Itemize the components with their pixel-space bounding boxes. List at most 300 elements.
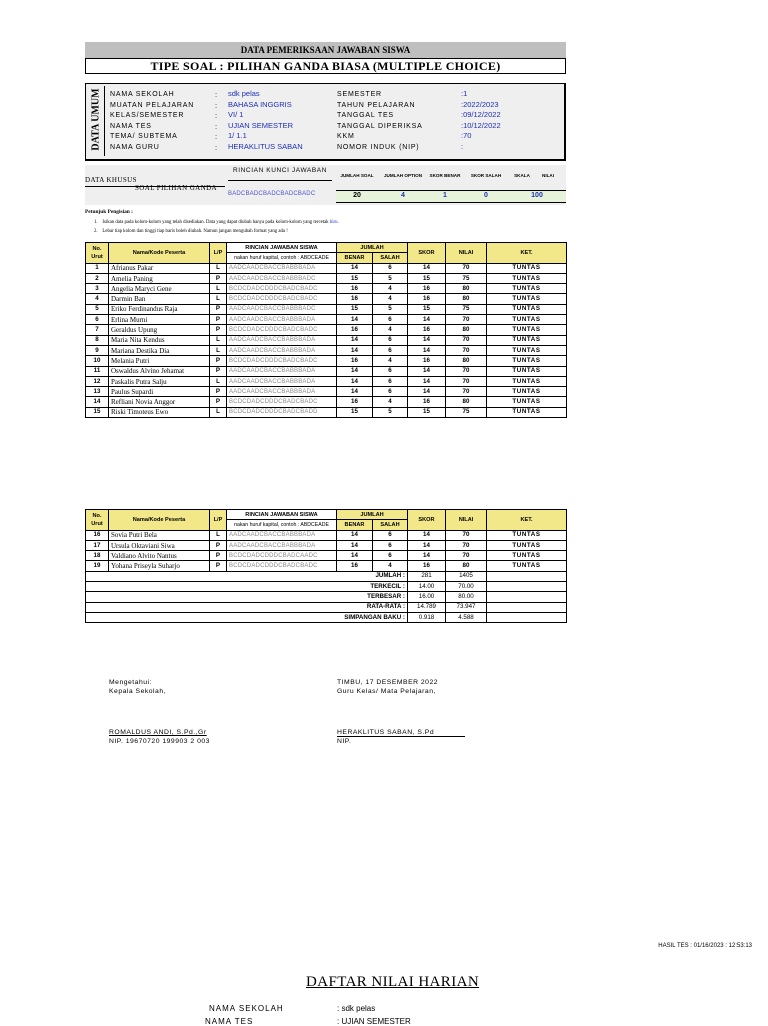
row-nilai: 80 bbox=[446, 325, 487, 335]
kunci-header-rule bbox=[228, 180, 332, 181]
stats-empty bbox=[487, 571, 567, 581]
row-salah: 6 bbox=[373, 551, 408, 561]
row-skor: 14 bbox=[408, 335, 446, 345]
stats-row bbox=[86, 582, 567, 592]
row-nilai: 70 bbox=[446, 263, 487, 273]
row-skor: 16 bbox=[408, 294, 446, 304]
row-no: 17 bbox=[86, 540, 109, 550]
row-nama[interactable]: Valdiano Alvito Nantus bbox=[109, 551, 210, 561]
col-benar: BENAR bbox=[337, 253, 373, 263]
row-benar: 14 bbox=[337, 315, 373, 325]
value-tanggal-diperiksa[interactable]: :10/12/2022 bbox=[461, 120, 501, 130]
table-row bbox=[86, 376, 567, 386]
footer-label-nama-sekolah: NAMA SEKOLAH bbox=[209, 1004, 284, 1013]
row-benar: 16 bbox=[337, 356, 373, 366]
stats-row bbox=[86, 612, 567, 622]
row-ket: TUNTAS bbox=[487, 263, 567, 273]
row-ket: TUNTAS bbox=[487, 376, 567, 386]
row-nama[interactable]: Yohana Priseyla Suharjo bbox=[109, 561, 210, 571]
sig-right-underline bbox=[337, 736, 465, 737]
row-nama[interactable]: Oswaldus Alvino Jehamat bbox=[109, 366, 210, 376]
petunjuk-item-2: 2. Lebar tiap kolom dan tinggi tiap baris boleh diubah. Namun jangan mengubah format yang ada ! bbox=[94, 229, 288, 234]
row-lp[interactable]: P bbox=[210, 325, 227, 335]
row-nama[interactable]: Geraldus Upung bbox=[109, 325, 210, 335]
row-lp[interactable]: P bbox=[210, 356, 227, 366]
row-skor: 15 bbox=[408, 304, 446, 314]
row-nama[interactable]: Melania Putri bbox=[109, 356, 210, 366]
label-nama-guru: NAMA GURU bbox=[110, 143, 160, 151]
row-nilai: 70 bbox=[446, 315, 487, 325]
row-nama[interactable]: Refliani Novia Anggor bbox=[109, 397, 210, 407]
row-skor: 14 bbox=[408, 387, 446, 397]
label-kelas-semester: KELAS/SEMESTER bbox=[110, 112, 185, 119]
row-salah: 5 bbox=[373, 407, 408, 417]
col-no-urut: No. Urut bbox=[86, 510, 109, 531]
stats-skor: 281 bbox=[408, 571, 446, 581]
row-nama[interactable]: Erlina Murni bbox=[109, 315, 210, 325]
row-ket: TUNTAS bbox=[487, 540, 567, 550]
row-jawaban[interactable]: BCDCDADCDDDCBADCBADC bbox=[227, 325, 337, 335]
row-salah: 6 bbox=[373, 540, 408, 550]
row-skor: 14 bbox=[408, 551, 446, 561]
row-jawaban[interactable]: BCDCDADCDDDCBADCAADC bbox=[227, 551, 337, 561]
stats-label: TERKECIL : bbox=[86, 582, 408, 592]
umum-left-values bbox=[228, 89, 333, 152]
row-no: 5 bbox=[86, 304, 109, 314]
row-lp[interactable]: L bbox=[210, 335, 227, 345]
col-ket: KET. bbox=[487, 243, 567, 264]
student-rows-1 bbox=[86, 263, 567, 417]
table-row bbox=[86, 397, 567, 407]
row-benar: 16 bbox=[337, 325, 373, 335]
row-jawaban[interactable]: BCDCDADCDDDCBADCBADC bbox=[227, 294, 337, 304]
col-nilai: NILAI bbox=[542, 173, 554, 178]
row-no: 15 bbox=[86, 407, 109, 417]
value-skor-benar[interactable]: 1 bbox=[443, 192, 447, 199]
row-lp[interactable]: L bbox=[210, 530, 227, 540]
row-nilai: 70 bbox=[446, 366, 487, 376]
row-jawaban[interactable]: AADCAADCBACCBABBBADA bbox=[227, 366, 337, 376]
row-skor: 14 bbox=[408, 366, 446, 376]
row-benar: 14 bbox=[337, 540, 373, 550]
row-nama[interactable]: Eriko Ferdinandus Raja bbox=[109, 304, 210, 314]
row-skor: 15 bbox=[408, 407, 446, 417]
row-lp[interactable]: L bbox=[210, 294, 227, 304]
stats-label: RATA-RATA : bbox=[86, 602, 408, 612]
row-salah: 6 bbox=[373, 315, 408, 325]
sig-left-line2: Kepala Sekolah, bbox=[109, 688, 167, 695]
row-jawaban[interactable]: BCDCDADCDDDCBADCBADD bbox=[227, 407, 337, 417]
row-no: 11 bbox=[86, 366, 109, 376]
row-no: 1 bbox=[86, 263, 109, 273]
row-ket: TUNTAS bbox=[487, 561, 567, 571]
label-muatan-pelajaran: MUATAN PELAJARAN bbox=[110, 101, 195, 109]
row-jawaban[interactable]: AADCAADCBACCBABBBADA bbox=[227, 315, 337, 325]
row-skor: 16 bbox=[408, 561, 446, 571]
label-nama-tes: NAMA TES bbox=[110, 122, 152, 130]
col-rincian: RINCIAN JAWABAN SISWA bbox=[227, 243, 337, 253]
row-nama[interactable]: Sovia Putri Bela bbox=[109, 530, 210, 540]
row-nama[interactable]: Paulus Supardi bbox=[109, 387, 210, 397]
row-ket: TUNTAS bbox=[487, 294, 567, 304]
row-salah: 4 bbox=[373, 294, 408, 304]
label-nama-sekolah: NAMA SEKOLAH bbox=[110, 91, 175, 98]
row-salah: 4 bbox=[373, 561, 408, 571]
row-lp[interactable]: P bbox=[210, 387, 227, 397]
table-row bbox=[86, 315, 567, 325]
row-benar: 16 bbox=[337, 284, 373, 294]
table-row bbox=[86, 561, 567, 571]
row-nilai: 80 bbox=[446, 284, 487, 294]
row-jawaban[interactable]: AADCAADCBACCBABBBADA bbox=[227, 345, 337, 355]
value-tanggal-tes[interactable]: :09/12/2022 bbox=[461, 110, 501, 119]
row-lp[interactable]: P bbox=[210, 540, 227, 550]
sig-right-nip: NIP. bbox=[337, 738, 352, 745]
row-jawaban[interactable]: AADCAADCBACCBABBBADA bbox=[227, 530, 337, 540]
row-jawaban[interactable]: AADCAADCBACCBABBBADA bbox=[227, 263, 337, 273]
row-benar: 14 bbox=[337, 366, 373, 376]
row-skor: 14 bbox=[408, 540, 446, 550]
row-nama[interactable]: Paskalis Putra Salju bbox=[109, 376, 210, 386]
stats-empty bbox=[487, 592, 567, 602]
table-row bbox=[86, 325, 567, 335]
row-nilai: 70 bbox=[446, 376, 487, 386]
row-jawaban[interactable]: AADCAADCBACCBABBBADC bbox=[227, 304, 337, 314]
row-salah: 6 bbox=[373, 263, 408, 273]
row-lp[interactable]: P bbox=[210, 315, 227, 325]
daftar-nilai-title: DAFTAR NILAI HARIAN bbox=[306, 974, 480, 990]
row-jawaban[interactable]: BCDCDADCDDDCBADCBADC bbox=[227, 284, 337, 294]
value-kkm[interactable]: :70 bbox=[461, 131, 472, 140]
row-nama[interactable]: Maria Nita Kendus bbox=[109, 335, 210, 345]
row-no: 4 bbox=[86, 294, 109, 304]
row-ket: TUNTAS bbox=[487, 304, 567, 314]
col-skor: SKOR bbox=[408, 510, 446, 531]
stats-rows bbox=[86, 571, 567, 622]
row-nilai: 70 bbox=[446, 530, 487, 540]
row-nilai: 70 bbox=[446, 335, 487, 345]
row-lp[interactable]: L bbox=[210, 407, 227, 417]
value-jumlah-option[interactable]: 4 bbox=[401, 192, 405, 199]
row-skor: 14 bbox=[408, 345, 446, 355]
khusus-underline bbox=[85, 186, 225, 187]
row-benar: 16 bbox=[337, 561, 373, 571]
table-row bbox=[86, 407, 567, 417]
stats-label: JUMLAH : bbox=[86, 571, 408, 581]
row-nama[interactable]: Darmin Ban bbox=[109, 294, 210, 304]
row-lp[interactable]: L bbox=[210, 284, 227, 294]
row-salah: 4 bbox=[373, 325, 408, 335]
row-salah: 6 bbox=[373, 345, 408, 355]
row-nama[interactable]: Riski Timoteus Ewo bbox=[109, 407, 210, 417]
row-ket: TUNTAS bbox=[487, 397, 567, 407]
row-lp[interactable]: P bbox=[210, 561, 227, 571]
value-semester[interactable]: :1 bbox=[461, 89, 468, 98]
sig-right-line1: TIMBU, 17 DESEMBER 2022 bbox=[337, 679, 439, 686]
hasil-tes-timestamp: HASIL TES : 01/16/2023 : 12:53:13 bbox=[658, 943, 752, 949]
col-salah: SALAH bbox=[373, 253, 408, 263]
row-salah: 5 bbox=[373, 304, 408, 314]
col-salah: SALAH bbox=[373, 520, 408, 530]
soal-pilihan-ganda-label: SOAL PILIHAN GANDA bbox=[135, 184, 217, 192]
row-salah: 4 bbox=[373, 397, 408, 407]
row-ket: TUNTAS bbox=[487, 366, 567, 376]
row-no: 18 bbox=[86, 551, 109, 561]
stats-nilai: 1405 bbox=[446, 571, 487, 581]
row-nilai: 70 bbox=[446, 387, 487, 397]
stats-skor: 14.00 bbox=[408, 582, 446, 592]
row-benar: 14 bbox=[337, 345, 373, 355]
soal-type-title: TIPE SOAL : PILIHAN GANDA BIASA (MULTIPLE CHOICE) bbox=[85, 58, 566, 74]
stats-row bbox=[86, 571, 567, 581]
stats-nilai: 80.00 bbox=[446, 592, 487, 602]
report-header: DATA PEMERIKSAAN JAWABAN SISWA bbox=[85, 42, 566, 58]
row-nilai: 75 bbox=[446, 273, 487, 283]
stats-label: SIMPANGAN BAKU : bbox=[86, 612, 408, 622]
row-nilai: 80 bbox=[446, 356, 487, 366]
label-kkm: KKM bbox=[337, 133, 355, 140]
row-nama[interactable]: Amelia Paning bbox=[109, 273, 210, 283]
row-nilai: 80 bbox=[446, 397, 487, 407]
stats-row bbox=[86, 592, 567, 602]
col-jumlah-option: JUMLAH OPTION bbox=[383, 173, 423, 178]
row-benar: 14 bbox=[337, 530, 373, 540]
row-no: 7 bbox=[86, 325, 109, 335]
sig-right-line2: Guru Kelas/ Mata Pelajaran, bbox=[337, 688, 436, 695]
stats-skor: 16.00 bbox=[408, 592, 446, 602]
row-no: 13 bbox=[86, 387, 109, 397]
value-nama-guru[interactable]: HERAKLITUS SABAN bbox=[228, 141, 303, 151]
row-no: 6 bbox=[86, 315, 109, 325]
student-rows-2 bbox=[86, 530, 567, 571]
row-benar: 15 bbox=[337, 407, 373, 417]
label-tahun-pelajaran: TAHUN PELAJARAN bbox=[337, 101, 416, 109]
table-row bbox=[86, 273, 567, 283]
stats-skor: 0.918 bbox=[408, 612, 446, 622]
col-jumlah: JUMLAH bbox=[337, 510, 408, 520]
row-nama[interactable]: Mariana Destika Dia bbox=[109, 345, 210, 355]
row-salah: 6 bbox=[373, 335, 408, 345]
row-no: 14 bbox=[86, 397, 109, 407]
table-row bbox=[86, 530, 567, 540]
stats-empty bbox=[487, 602, 567, 612]
row-lp[interactable]: P bbox=[210, 366, 227, 376]
row-salah: 6 bbox=[373, 530, 408, 540]
petunjuk-item-1: 1. Isikan data pada kolom-kolom yang telah disediakan. Data yang dapat diubah hanya pada kolom-kolom yang tercetak biru. bbox=[94, 220, 339, 225]
row-no: 19 bbox=[86, 561, 109, 571]
col-skor-benar: SKOR BENAR bbox=[429, 173, 461, 178]
row-ket: TUNTAS bbox=[487, 551, 567, 561]
row-lp[interactable]: L bbox=[210, 376, 227, 386]
value-tahun-pelajaran[interactable]: :2022/2023 bbox=[461, 99, 499, 109]
data-khusus-label: DATA KHUSUS bbox=[85, 176, 137, 184]
col-skor-salah: SKOR SALAH bbox=[470, 173, 502, 178]
col-nilai-head: NILAI bbox=[446, 243, 487, 264]
footer-label-nama-tes: NAMA TES bbox=[205, 1017, 254, 1026]
row-jawaban[interactable]: AADCAADCBACCBABBBADA bbox=[227, 540, 337, 550]
umum-right-values bbox=[461, 89, 551, 152]
umum-left-labels bbox=[110, 90, 220, 153]
stats-nilai: 70.00 bbox=[446, 582, 487, 592]
table-row bbox=[86, 263, 567, 273]
stats-skor: 14.789 bbox=[408, 602, 446, 612]
col-skor: SKOR bbox=[408, 243, 446, 264]
row-benar: 14 bbox=[337, 387, 373, 397]
footer-value-nama-tes: : UJIAN SEMESTER bbox=[337, 1017, 411, 1026]
row-salah: 6 bbox=[373, 376, 408, 386]
stats-nilai: 4.588 bbox=[446, 612, 487, 622]
table-row bbox=[86, 387, 567, 397]
row-benar: 14 bbox=[337, 263, 373, 273]
table-row bbox=[86, 304, 567, 314]
row-jawaban[interactable]: AADCAADCBACCBABBBADA bbox=[227, 376, 337, 386]
stats-row bbox=[86, 602, 567, 612]
row-ket: TUNTAS bbox=[487, 345, 567, 355]
row-ket: TUNTAS bbox=[487, 356, 567, 366]
row-nilai: 80 bbox=[446, 561, 487, 571]
row-nilai: 80 bbox=[446, 294, 487, 304]
row-jawaban[interactable]: BCDCDADCDDDCBADCBADC bbox=[227, 397, 337, 407]
umum-left-colons: : : : : : : bbox=[215, 90, 218, 152]
row-skor: 16 bbox=[408, 325, 446, 335]
col-skala: SKALA bbox=[514, 173, 530, 178]
row-nilai: 75 bbox=[446, 304, 487, 314]
col-benar: BENAR bbox=[337, 520, 373, 530]
value-skor-salah[interactable]: 0 bbox=[484, 192, 488, 199]
row-ket: TUNTAS bbox=[487, 315, 567, 325]
row-benar: 15 bbox=[337, 304, 373, 314]
sig-right-name: HERAKLITUS SABAN, S.Pd bbox=[337, 729, 435, 736]
row-no: 12 bbox=[86, 376, 109, 386]
row-no: 3 bbox=[86, 284, 109, 294]
row-ket: TUNTAS bbox=[487, 530, 567, 540]
row-no: 9 bbox=[86, 345, 109, 355]
stats-empty bbox=[487, 582, 567, 592]
label-tanggal-diperiksa: TANGGAL DIPERIKSA bbox=[337, 122, 423, 130]
row-jawaban[interactable]: AADCAADCBACCBABBBADA bbox=[227, 387, 337, 397]
table-row bbox=[86, 345, 567, 355]
row-nilai: 75 bbox=[446, 407, 487, 417]
label-semester: SEMESTER bbox=[337, 91, 382, 98]
row-skor: 14 bbox=[408, 376, 446, 386]
value-kelas-semester[interactable]: VI/ 1 bbox=[228, 110, 244, 119]
row-skor: 16 bbox=[408, 397, 446, 407]
petunjuk-title: Petunjuk Pengisian : bbox=[85, 209, 133, 215]
row-lp[interactable]: P bbox=[210, 304, 227, 314]
col-lp: L/P bbox=[210, 243, 227, 264]
footer-value-nama-sekolah: : sdk pelas bbox=[337, 1004, 376, 1013]
row-skor: 14 bbox=[408, 315, 446, 325]
label-tanggal-tes: TANGGAL TES bbox=[337, 112, 394, 119]
col-rincian-sub: nakan huruf kapital, contoh : ABDCEADE bbox=[227, 520, 337, 530]
col-nilai-head: NILAI bbox=[446, 510, 487, 531]
col-jumlah: JUMLAH bbox=[337, 243, 408, 253]
value-tema-subtema[interactable]: 1/ 1.1 bbox=[228, 131, 247, 140]
row-benar: 14 bbox=[337, 551, 373, 561]
table-row bbox=[86, 294, 567, 304]
row-ket: TUNTAS bbox=[487, 273, 567, 283]
row-ket: TUNTAS bbox=[487, 284, 567, 294]
value-nama-sekolah[interactable]: sdk pelas bbox=[228, 89, 260, 98]
label-nip: NOMOR INDUK (NIP) bbox=[337, 143, 420, 151]
row-lp[interactable]: L bbox=[210, 263, 227, 273]
student-table-1 bbox=[85, 242, 567, 418]
row-benar: 16 bbox=[337, 294, 373, 304]
umum-right-labels bbox=[337, 90, 457, 153]
row-jawaban[interactable]: AADCAADCBACCBABBBADC bbox=[227, 273, 337, 283]
row-benar: 15 bbox=[337, 273, 373, 283]
col-lp: L/P bbox=[210, 510, 227, 531]
table-row bbox=[86, 366, 567, 376]
row-skor: 16 bbox=[408, 284, 446, 294]
label-tema-subtema: TEMA/ SUBTEMA bbox=[110, 133, 178, 140]
value-muatan-pelajaran[interactable]: BAHASA INGGRIS bbox=[228, 99, 292, 109]
col-jumlah-soal: JUMLAH SOAL bbox=[340, 173, 374, 178]
col-no-urut: No. Urut bbox=[86, 243, 109, 264]
row-salah: 6 bbox=[373, 366, 408, 376]
col-ket: KET. bbox=[487, 510, 567, 531]
table-row bbox=[86, 335, 567, 345]
row-ket: TUNTAS bbox=[487, 335, 567, 345]
row-salah: 5 bbox=[373, 273, 408, 283]
value-nama-tes[interactable]: UJIAN SEMESTER bbox=[228, 120, 294, 130]
row-nama[interactable]: Afrianus Pakar bbox=[109, 263, 210, 273]
kunci-jawaban-header: RINCIAN KUNCI JAWABAN bbox=[232, 167, 328, 174]
row-no: 8 bbox=[86, 335, 109, 345]
stats-nilai: 73.947 bbox=[446, 602, 487, 612]
kunci-jawaban-value[interactable]: BADCBADCBADCBADCBADC bbox=[228, 191, 316, 197]
row-skor: 16 bbox=[408, 356, 446, 366]
row-benar: 14 bbox=[337, 376, 373, 386]
col-rincian: RINCIAN JAWABAN SISWA bbox=[227, 510, 337, 520]
row-lp[interactable]: P bbox=[210, 273, 227, 283]
row-skor: 14 bbox=[408, 263, 446, 273]
row-salah: 6 bbox=[373, 387, 408, 397]
row-benar: 16 bbox=[337, 397, 373, 407]
value-nip[interactable]: : bbox=[461, 141, 464, 151]
row-no: 16 bbox=[86, 530, 109, 540]
value-jumlah-soal[interactable]: 20 bbox=[353, 192, 361, 199]
row-lp[interactable]: P bbox=[210, 551, 227, 561]
row-nilai: 70 bbox=[446, 345, 487, 355]
row-benar: 14 bbox=[337, 335, 373, 345]
stats-label: TERBESAR : bbox=[86, 592, 408, 602]
table-row bbox=[86, 540, 567, 550]
row-nama[interactable]: Angelia Maryci Gene bbox=[109, 284, 210, 294]
row-ket: TUNTAS bbox=[487, 407, 567, 417]
row-jawaban[interactable]: BCDCDADCDDDCBADCBADC bbox=[227, 561, 337, 571]
table-row bbox=[86, 356, 567, 366]
row-no: 10 bbox=[86, 356, 109, 366]
value-skala[interactable]: 100 bbox=[531, 192, 543, 199]
row-lp[interactable]: L bbox=[210, 345, 227, 355]
row-lp[interactable]: P bbox=[210, 397, 227, 407]
row-salah: 4 bbox=[373, 284, 408, 294]
row-skor: 15 bbox=[408, 273, 446, 283]
row-no: 2 bbox=[86, 273, 109, 283]
row-jawaban[interactable]: AADCAADCBACCBABBBADA bbox=[227, 335, 337, 345]
table-row bbox=[86, 551, 567, 561]
row-nama[interactable]: Ursula Oktaviani Siwa bbox=[109, 540, 210, 550]
row-jawaban[interactable]: BCDCDADCDDDCBADCBADC bbox=[227, 356, 337, 366]
stats-empty bbox=[487, 612, 567, 622]
student-table-2 bbox=[85, 509, 567, 623]
col-nama: Nama/Kode Peserta bbox=[109, 243, 210, 264]
row-skor: 14 bbox=[408, 530, 446, 540]
data-umum-side-label: DATA UMUM bbox=[88, 86, 105, 156]
sig-left-name: ROMALDUS ANDI, S.Pd.,Gr bbox=[109, 729, 207, 736]
row-nilai: 70 bbox=[446, 551, 487, 561]
